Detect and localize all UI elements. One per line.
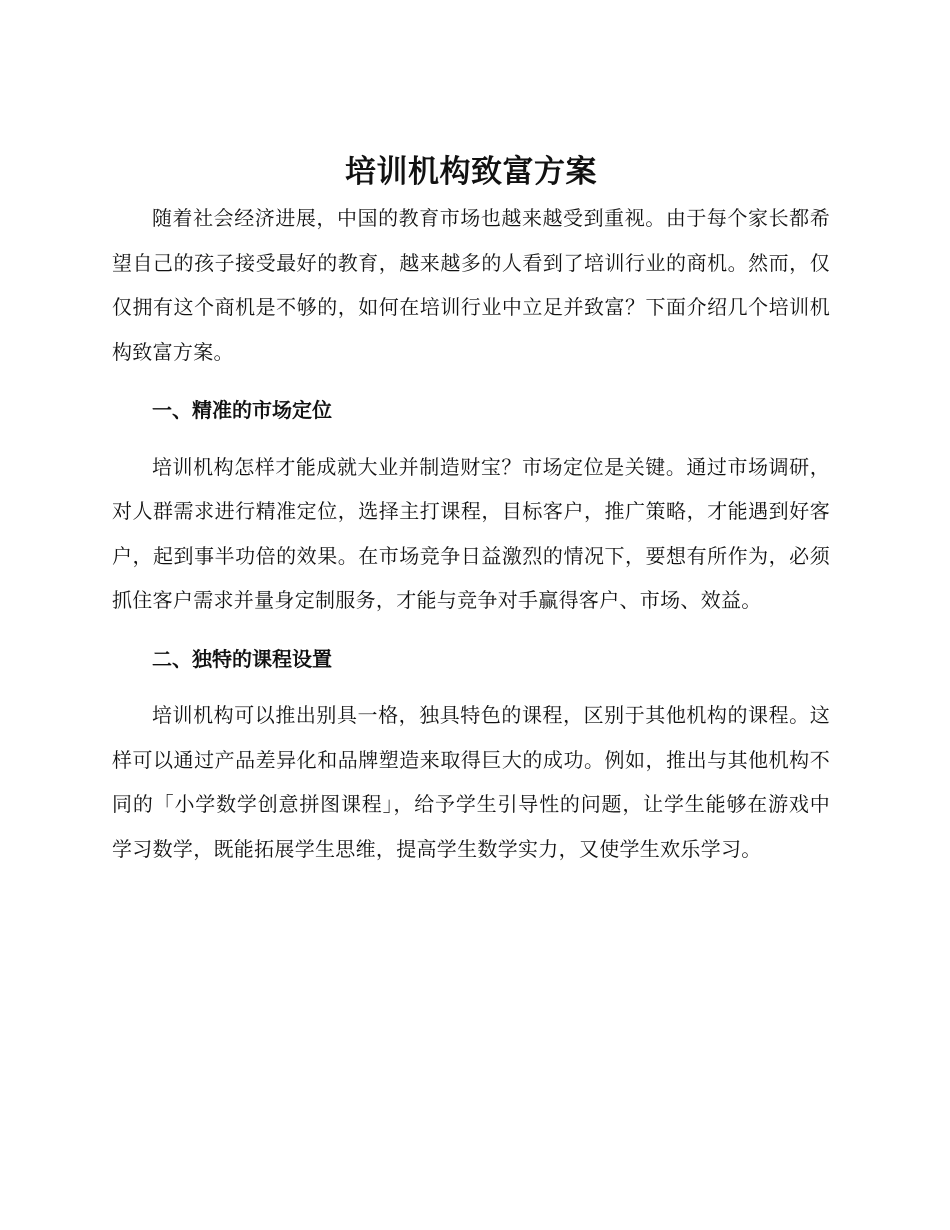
intro-paragraph: 随着社会经济进展，中国的教育市场也越来越受到重视。由于每个家长都希望自己的孩子接受最好的教育，越来越多的人看到了培训行业的商机。然而，仅仅拥有这个商机是不够的，如何在培训行业中立足并致富？下面介绍几个培训机构致富方案。 [112, 206, 830, 364]
section-heading-course-design: 二、独特的课程设置 [152, 646, 332, 671]
section-body-market-positioning: 培训机构怎样才能成就大业并制造财宝？市场定位是关键。通过市场调研，对人群需求进行精准定位，选择主打课程，目标客户，推广策略，才能遇到好客户，起到事半功倍的效果。在市场竞争日益激烈的情况下，要想有所作为，必须抓住客户需求并量身定制服务，才能与竞争对手赢得客户、市场、效益。 [112, 454, 830, 612]
spacer [112, 623, 830, 637]
spacer [112, 374, 830, 388]
section-body-course-design: 培训机构可以推出别具一格，独具特色的课程，区别于其他机构的课程。这样可以通过产品差异化和品牌塑造来取得巨大的成功。例如，推出与其他机构不同的「小学数学创意拼图课程」，给予学生引导性的问题，让学生能够在游戏中学习数学，既能拓展学生思维，提高学生数学实力，又使学生欢乐学习。 [112, 703, 830, 861]
document-content [112, 148, 830, 871]
spacer [112, 681, 830, 693]
spacer [112, 433, 830, 445]
section-heading-market-positioning: 一、精准的市场定位 [152, 398, 332, 422]
document-title: 培训机构致富方案 [345, 154, 597, 190]
